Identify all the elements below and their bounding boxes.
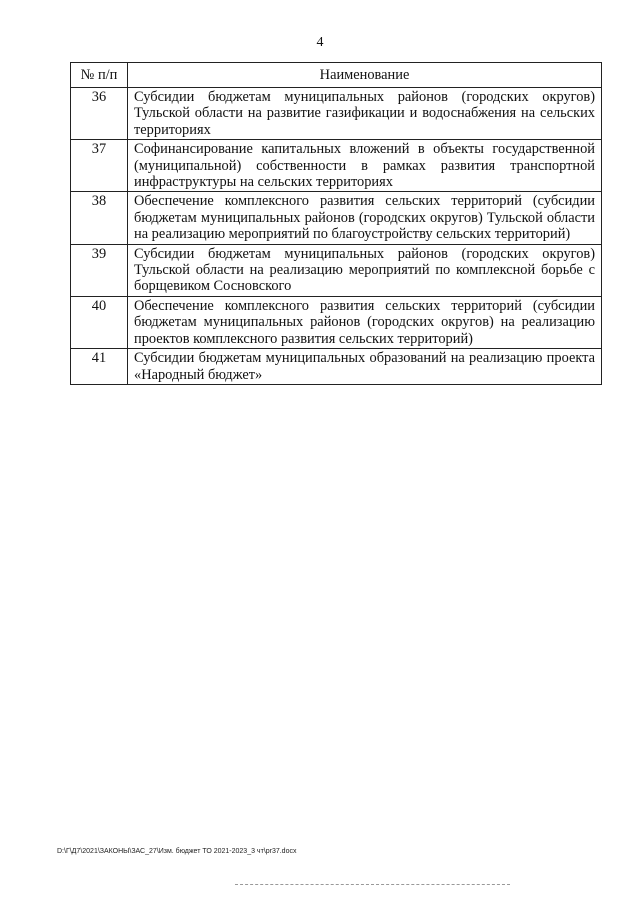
row-number: 41: [71, 349, 128, 385]
footer-divider: [235, 884, 510, 885]
row-number: 39: [71, 244, 128, 296]
table-row: [71, 140, 602, 192]
row-number: 40: [71, 296, 128, 348]
table-row: [71, 296, 602, 348]
row-name: Субсидии бюджетам муниципальных районов (городских округов) Тульской области на развитие газификации и водоснабжения на сельских территориях: [128, 88, 602, 140]
row-name: Софинансирование капитальных вложений в объекты государственной (муниципальной) собственности в рамках развития транспортной инфраструктуры на сельских территориях: [128, 140, 602, 192]
row-number: 36: [71, 88, 128, 140]
table-row: [71, 192, 602, 244]
row-number: 38: [71, 192, 128, 244]
row-name: Субсидии бюджетам муниципальных образований на реализацию проекта «Народный бюджет»: [128, 349, 602, 385]
row-number: 37: [71, 140, 128, 192]
column-header-number: № п/п: [71, 63, 128, 88]
row-name: Субсидии бюджетам муниципальных районов (городских округов) Тульской области на реализацию мероприятий по комплексной борьбе с борщевиком Сосновского: [128, 244, 602, 296]
footer-file-path: D:\Г\Д7\2021\ЗАКОНЫ\ЗАС_27\Изм. бюджет ТО 2021-2023_3 чт\pr37.docx: [57, 848, 297, 855]
table-row: [71, 88, 602, 140]
table-row: [71, 349, 602, 385]
items-table: [70, 62, 602, 385]
row-name: Обеспечение комплексного развития сельских территорий (субсидии бюджетам муниципальных районов (городских округов) Тульской области на реализацию мероприятий по благоустройству сельских территорий): [128, 192, 602, 244]
row-name: Обеспечение комплексного развития сельских территорий (субсидии бюджетам муниципальных районов (городских округов) на реализацию проектов комплексного развития сельских территорий): [128, 296, 602, 348]
page-number: 4: [316, 35, 324, 50]
column-header-name: Наименование: [128, 63, 602, 88]
table-row: [71, 244, 602, 296]
table-header-row: [71, 63, 602, 88]
